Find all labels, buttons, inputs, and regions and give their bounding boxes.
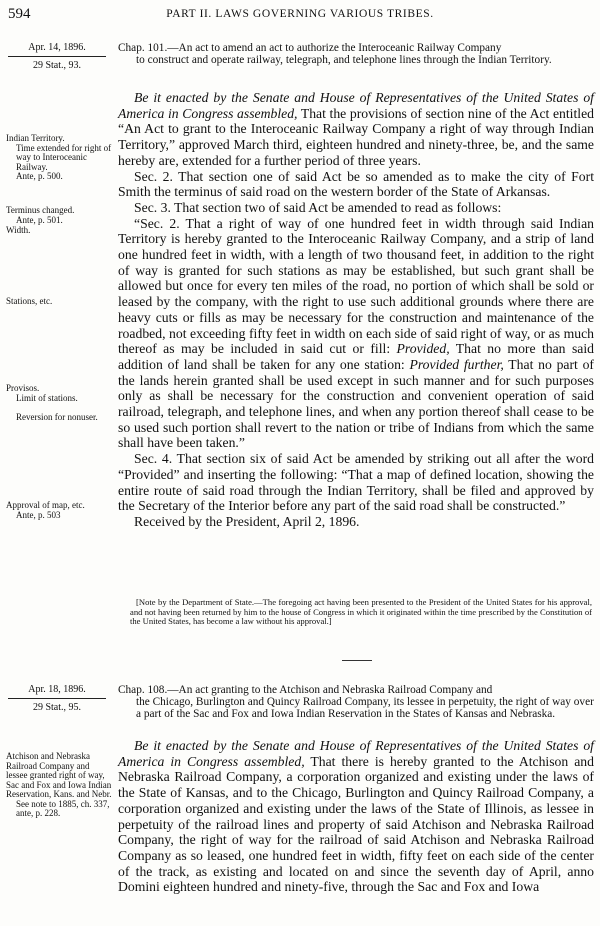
state-department-note: [Note by the Department of State.—The foregoing act having been presented to the President of the United States for his approval, and not having been returned by him to the house of Congress in which it originated within the time prescribed by the Constitution of the United States, has become a law without his approval.] — [130, 597, 592, 626]
act2-date: Apr. 18, 1896. — [28, 684, 86, 695]
act2-statute: 29 Stat., 95. — [32, 702, 82, 713]
margin-note-text: Ante, p. 503 — [16, 509, 61, 520]
act2-chapter-title — [118, 684, 594, 720]
act1-statute: 29 Stat., 93. — [32, 60, 82, 71]
act2-chapter-line2: the Chicago, Burlington and Quincy Railroad Company, its lessee in perpetuity, the right of way over a part of the Sac and Fox and Iowa Indian Reservation in the States of Kansas and Nebraska. — [136, 696, 594, 720]
enacting-clause: Be it enacted by the Senate and House of Representatives of the United States of America in Congress assembled, — [118, 738, 594, 769]
act1-chapter-line1: Chap. 101.—An act to amend an act to authorize the Interoceanic Railway Company — [118, 42, 502, 54]
act1-date-rule — [8, 56, 106, 57]
act2-date-rule — [8, 698, 106, 699]
section-divider — [342, 660, 372, 661]
enacting-clause: Be it enacted by the Senate and House of Representatives of the United States of America in Congress assembled, — [118, 90, 594, 121]
margin-note-text: Atchison and Nebraska Railroad Company and lessee granted right of way, Sac and Fox and Iowa Indian Reservation, Kans. and Nebr. — [6, 751, 112, 799]
margin-note-text: Limit of stations. — [16, 392, 78, 403]
act1-chapter-line2: to construct and operate railway, telegraph, and telephone lines through the Indian Territory. — [136, 54, 552, 66]
paragraph-text: That the provisions of section nine of the Act entitled “An Act to grant to the Interoceanic Railway Company a right of way through Indian Territory,” approved March third, eighteen hundred and ninety-three, be, and the same hereby are, extended for a further period of three years. — [118, 105, 595, 168]
margin-note-text: Approval of map, etc. — [6, 500, 85, 510]
margin-note-terminus — [6, 206, 112, 225]
act1-chapter-title — [118, 42, 594, 66]
act2-body — [118, 738, 594, 895]
act2-enacting-paragraph — [118, 738, 594, 895]
margin-note-width: Width. — [6, 225, 31, 235]
proviso-word: Provided, — [396, 341, 450, 357]
margin-note-provisos — [6, 384, 112, 422]
act1-enacting-paragraph — [118, 90, 594, 169]
margin-note-text: Indian Territory. — [6, 133, 65, 143]
proviso-word: Provided further, — [409, 356, 504, 372]
page-header — [0, 6, 600, 26]
act1-section-4: Sec. 4. That section six of said Act be amended by striking out all after the word “Provided” and inserting the following: “That a map of defined location, showing the entire route of said road through the Indian Territory, shall be filed and approved by the Secretary of the Interior before any part of the said road shall be constructed.” — [118, 451, 594, 514]
page-number: 594 — [8, 6, 31, 22]
margin-note-text: Terminus changed. — [6, 205, 75, 215]
running-title: PART II. LAWS GOVERNING VARIOUS TRIBES. — [166, 8, 434, 20]
act1-amended-section-2 — [118, 216, 594, 452]
margin-note-text: Provisos. — [6, 383, 40, 393]
margin-note-approval — [6, 501, 112, 520]
margin-note-text: See note to 1885, ch. 337, ante, p. 228. — [16, 798, 110, 818]
paragraph-text: That no more than said addition of land shall be taken for any one station: — [118, 341, 594, 372]
margin-note-text: Ante, p. 500. — [16, 171, 63, 181]
margin-note-text: Time extended for right of way to Interoceanic Railway. — [16, 142, 112, 172]
margin-note-text: Ante, p. 501. — [16, 214, 63, 225]
margin-note-atchison — [6, 752, 112, 819]
margin-note-indian-territory — [6, 134, 112, 182]
paragraph-text: That there is hereby granted to the Atchison and Nebraska Railroad Company, a corporation organized and existing under the laws of the State of Kansas, and to the Chicago, Burlington and Quincy Railroad Company, a corporation organized and existing under the laws of the State of Illinois, as lessee in perpetuity of the railroad lines and property of said Atchison and Nebraska Railroad Company, the right of way for the railroad of said Atchison and Nebraska Railroad Company as so leased, one hundred feet in width, fifty feet on each side of the center of the track, as existing and located on and since the seventh day of April, anno Domini eighteen hundred and ninety-five, through the Sac and Fox and Iowa — [118, 753, 594, 895]
act1-section-2: Sec. 2. That section one of said Act be so amended as to make the city of Fort Smith the terminus of said road on the western border of the State of Arkansas. — [118, 168, 594, 200]
margin-note-text: Reversion for nonuser. — [16, 411, 98, 422]
margin-note-stations: Stations, etc. — [6, 296, 53, 306]
act1-section-3: Sec. 3. That section two of said Act be amended to read as follows: — [134, 199, 502, 215]
act1-body — [118, 90, 594, 530]
paragraph-text: That no part of the lands herein granted shall be used except in such manner and for such purposes only as shall be necessary for the construction and convenient operation of said railroad, telegraph, and telephone lines, and when any portion thereof shall cease to be so used such portion shall revert to the nation or tribe of Indians from which the same shall have been taken.” — [118, 356, 594, 451]
act1-received: Received by the President, April 2, 1896. — [134, 513, 360, 529]
act1-date: Apr. 14, 1896. — [28, 42, 86, 53]
act2-chapter-line1: Chap. 108.—An act granting to the Atchison and Nebraska Railroad Company and — [118, 684, 493, 696]
paragraph-text: “Sec. 2. That a right of way of one hundred feet in width through said Indian Territory is hereby granted to the Interoceanic Railway Company, and a strip of land one hundred feet in width, with a length of two thousand feet, in addition to the right of way is granted for such stations as may be established, but such grant shall be allowed but once for every ten miles of the road, no portion of which shall be sold or leased by the company, with the right to use such additional grounds where there are heavy cuts or fills as may be necessary for the construction and maintenance of the roadbed, not exceeding fifty feet in width on each side of said right of way, or as much thereof as may be included in said cut or fill: — [118, 215, 594, 357]
